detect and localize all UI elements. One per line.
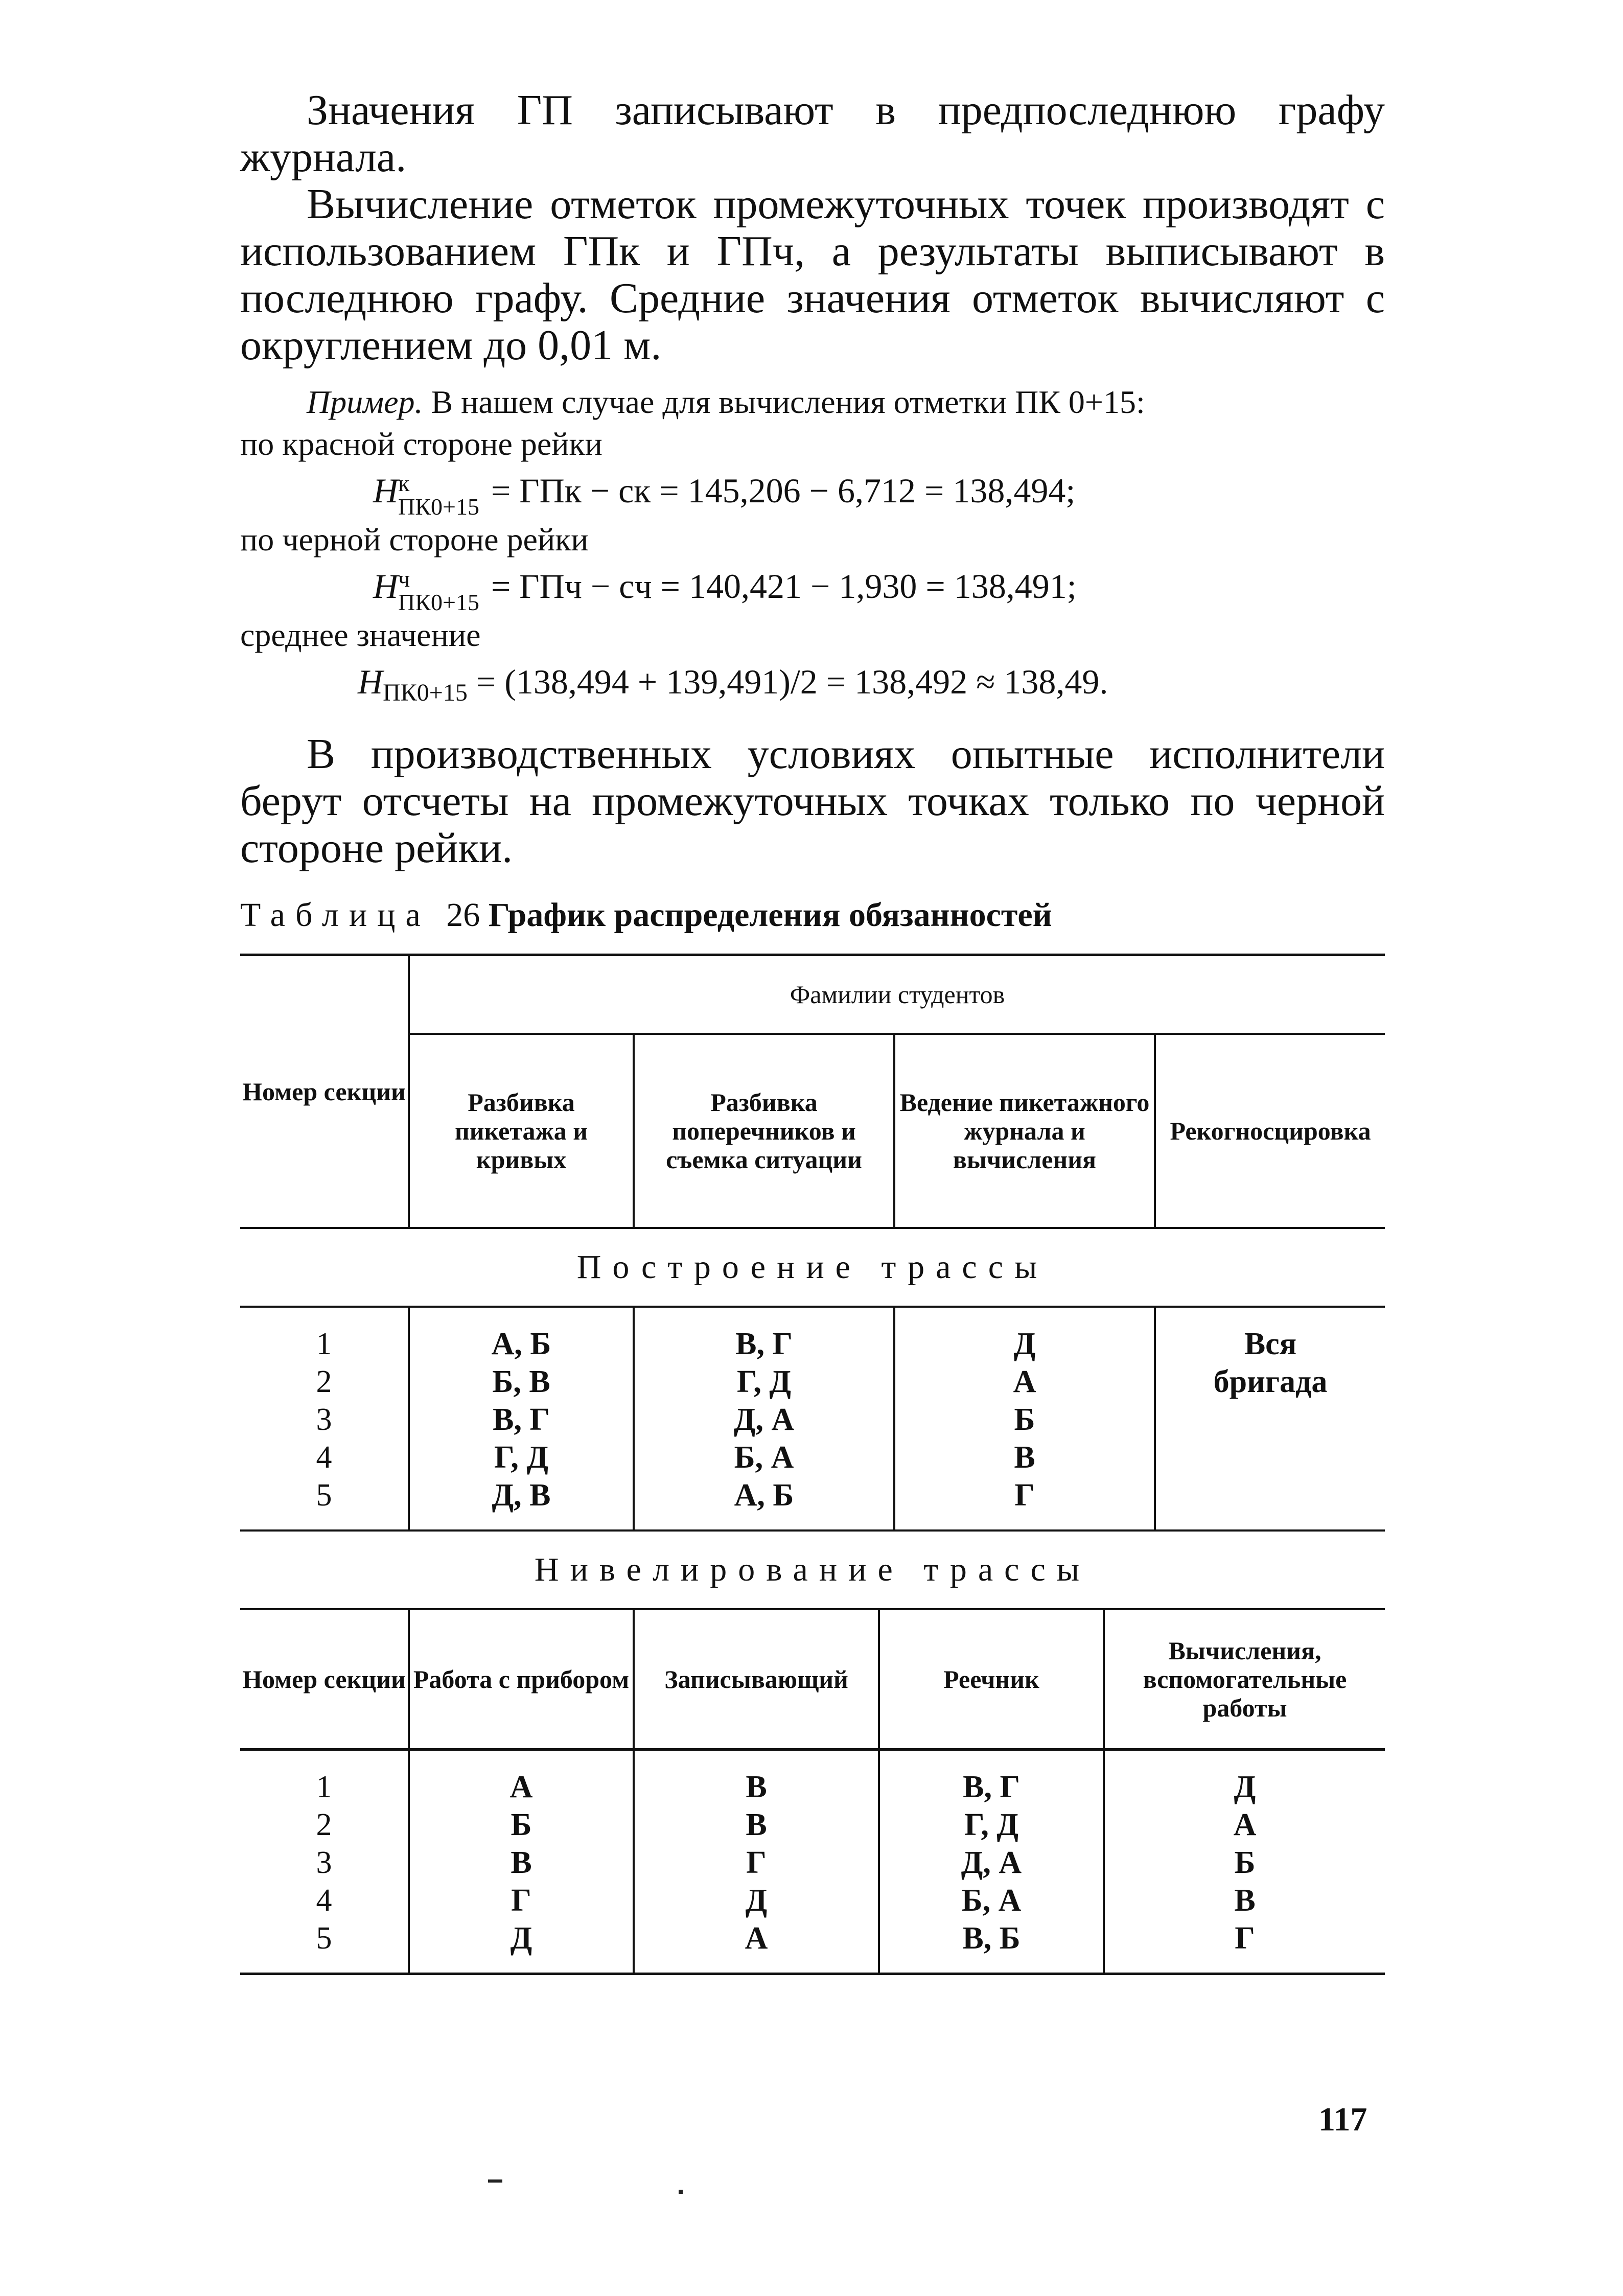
example-text: В нашем случае для вычисления отметки ПК 0+15: <box>431 384 1145 420</box>
scan-speck <box>488 2179 502 2183</box>
paragraph-3: В производственных условиях опытные исполнители берут отсчеты на промежуточных точках только по черной стороне рейки. <box>240 730 1385 872</box>
example-label: Пример. <box>307 384 423 420</box>
section-numbers-1: 1 2 3 4 5 <box>316 1327 332 1513</box>
duties-table <box>240 954 1385 1610</box>
col-header-2: Разбивка поперечников и съемка ситуации <box>634 1034 894 1228</box>
col-header-1: Разбивка пикетажа и кривых <box>409 1034 634 1228</box>
formula-red: H к ПК0+15 = ГПк − cк = 145,206 − 6,712 = 138,494; <box>373 470 1076 520</box>
col4-values: Вся бригада <box>1155 1307 1385 1530</box>
n-col4-values: Д А Б В Г <box>1104 1750 1385 1974</box>
n-col-header-4: Вычисления, вспомогательные работы <box>1104 1610 1385 1750</box>
group-header: Фамилии студентов <box>409 955 1385 1034</box>
col3-values: Д А Б В Г <box>894 1307 1155 1530</box>
page-content <box>240 87 1385 1975</box>
col1-values: А, Б Б, В В, Г Г, Д Д, В <box>409 1307 634 1530</box>
paragraph-2: Вычисление отметок промежуточных точек производят с использованием ГПк и ГПч, а результаты выписывают в последнюю графу. Средние значения отметок вычисляют с округлением до 0,01 м. <box>240 180 1385 369</box>
band-leveling: Нивелирование трассы <box>240 1530 1385 1609</box>
col2-values: В, Г Г, Д Д, А Б, А А, Б <box>634 1307 894 1530</box>
n-col-header-3: Реечник <box>879 1610 1104 1750</box>
page-number: 117 <box>1318 2101 1367 2138</box>
scan-speck <box>679 2190 683 2194</box>
mean-label: среднее значение <box>240 617 481 653</box>
col-header-3: Ведение пикетажного журнала и вычисления <box>894 1034 1155 1228</box>
band-construction: Построение трассы <box>240 1228 1385 1307</box>
n-col-header-1: Работа с прибором <box>409 1610 634 1750</box>
section-numbers-2: 1 2 3 4 5 <box>316 1770 332 1956</box>
n-col3-values: В, Г Г, Д Д, А Б, А В, Б <box>879 1750 1104 1974</box>
section-number-header: Номер секции <box>242 1077 406 1106</box>
n-col1-values: А Б В Г Д <box>409 1750 634 1974</box>
leveling-table <box>240 1610 1385 1975</box>
formula-black: H ч ПК0+15 = ГПч − cч = 140,421 − 1,930 = 138,491; <box>373 566 1077 615</box>
black-side-label: по черной стороне рейки <box>240 521 589 558</box>
paragraph-1: Значения ГП записывают в предпоследнюю графу журнала. <box>240 86 1385 181</box>
red-side-label: по красной стороне рейки <box>240 426 602 462</box>
section-number-header-2: Номер секции <box>242 1665 406 1694</box>
formula-mean: $H_{ПК0+15} = (138,494 + 139,491)/2 = 138,492 \approx 138,49$. <box>358 662 1108 706</box>
col-header-4: Рекогносцировка <box>1155 1034 1385 1228</box>
n-col2-values: В В Г Д А <box>634 1750 879 1974</box>
n-col-header-2: Записывающий <box>634 1610 879 1750</box>
example-intro <box>240 381 1385 423</box>
table-caption: Таблица 26 График распределения обязанностей <box>240 896 1052 934</box>
